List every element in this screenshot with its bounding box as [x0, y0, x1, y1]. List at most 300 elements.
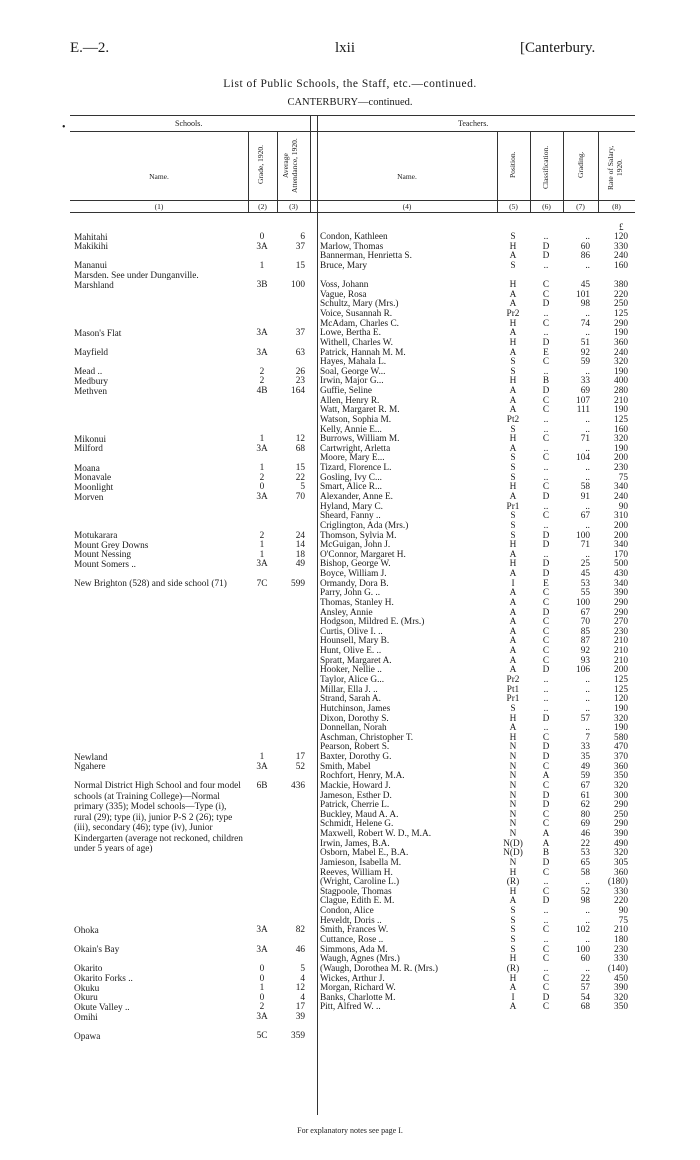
teacher-name: Voss, Johann — [320, 280, 369, 291]
teacher-position: N — [509, 790, 517, 801]
teacher-salary: 320 — [614, 434, 628, 445]
school-grade: 6B — [256, 780, 268, 791]
teacher-name: Taylor, Alice G... — [320, 674, 385, 685]
teacher-grading: 22 — [580, 838, 590, 849]
teacher-classification: D — [542, 540, 550, 551]
school-grade: 3A — [256, 761, 268, 772]
teacher-salary: 210 — [614, 925, 628, 936]
school-grade: 0 — [259, 992, 265, 1003]
teacher-grading: 74 — [580, 318, 590, 329]
teacher-grading: .. — [585, 443, 590, 454]
teacher-name: Hodgson, Mildred E. (Mrs.) — [320, 617, 425, 628]
school-name: Okarito Forks .. — [74, 974, 133, 984]
teacher-grading: 53 — [580, 848, 590, 859]
teacher-salary: 120 — [614, 232, 628, 242]
teacher-position: N — [509, 829, 517, 840]
school-attendance: 12 — [295, 434, 305, 445]
school-name: Mount Nessing — [74, 550, 132, 561]
teacher-grading: 46 — [580, 829, 590, 840]
school-grade: 2 — [259, 530, 265, 541]
teacher-salary: 125 — [614, 309, 628, 320]
teacher-grading: 58 — [580, 867, 590, 878]
teacher-grading: 60 — [580, 241, 590, 252]
teacher-classification: C — [542, 588, 550, 599]
school-attendance: 12 — [295, 983, 305, 994]
school-attendance: 5 — [300, 482, 305, 493]
teacher-name: Schultz, Mary (Mrs.) — [320, 299, 399, 310]
teacher-salary: 490 — [614, 838, 628, 849]
school-grade: 2 — [259, 1002, 265, 1013]
teacher-grading: 22 — [580, 973, 590, 984]
teacher-grading: 52 — [580, 886, 590, 897]
teacher-grading: 65 — [580, 857, 590, 868]
teacher-classification: C — [542, 626, 550, 637]
teacher-salary: 310 — [614, 511, 628, 522]
teacher-salary: 350 — [614, 771, 628, 782]
colnum-7: (7) — [576, 202, 585, 211]
teacher-position: H — [509, 732, 517, 743]
teacher-name: Strand, Sarah A. — [320, 694, 381, 705]
teacher-name: Heveldt, Doris .. — [320, 915, 382, 926]
school-name: Mikonui — [74, 434, 107, 445]
teacher-classification: D — [542, 241, 550, 252]
teacher-position: S — [510, 463, 516, 474]
teacher-position: S — [510, 906, 516, 917]
teacher-name: Stagpoole, Thomas — [320, 886, 392, 897]
school-attendance: 37 — [295, 328, 305, 339]
teacher-grading: 51 — [580, 337, 590, 348]
teacher-grading: 106 — [576, 665, 590, 676]
teacher-position: A — [509, 597, 517, 608]
teacher-grading: 93 — [580, 655, 590, 666]
teacher-grading: 25 — [580, 559, 590, 570]
colnum-3: (3) — [289, 202, 298, 211]
teacher-classification: D — [542, 251, 550, 262]
teacher-name: Parry, John G. .. — [320, 588, 381, 599]
teacher-position: H — [509, 540, 517, 551]
teacher-grading: 100 — [576, 597, 590, 608]
teacher-classification: C — [542, 867, 550, 878]
teacher-classification: C — [542, 944, 550, 955]
teacher-name: Hayes, Mahala L. — [320, 357, 387, 368]
teacher-position: N — [509, 857, 517, 868]
teacher-name: Condon, Alice — [320, 906, 374, 917]
teacher-classification: B — [542, 376, 550, 387]
teacher-salary: 240 — [614, 347, 628, 358]
teacher-salary: 330 — [614, 886, 628, 897]
teacher-position: A — [509, 646, 517, 657]
teacher-name: McAdam, Charles C. — [320, 318, 400, 329]
teacher-classification: C — [542, 925, 550, 936]
teacher-classification: D — [542, 790, 550, 801]
teacher-grading: .. — [585, 463, 590, 474]
school-attendance: 26 — [295, 366, 305, 377]
teacher-classification: A — [542, 771, 550, 782]
teacher-name: Maxwell, Robert W. D., M.A. — [320, 829, 432, 840]
school-attendance: 15 — [295, 463, 305, 474]
teacher-position: A — [509, 251, 517, 262]
teacher-position: S — [510, 530, 516, 541]
teacher-grading: 102 — [576, 925, 590, 936]
teacher-name: Soal, George W... — [320, 366, 386, 377]
teacher-grading: .. — [585, 520, 590, 531]
teacher-position: H — [509, 376, 517, 387]
teacher-position: A — [509, 1002, 517, 1013]
teacher-name: Hutchinson, James — [320, 703, 391, 714]
teacher-salary: 370 — [614, 752, 628, 763]
teacher-grading: 67 — [580, 780, 590, 791]
teacher-classification: C — [542, 405, 550, 416]
teacher-position: H — [509, 886, 517, 897]
teacher-grading: 67 — [580, 511, 590, 522]
teacher-name: Curtis, Olive I. .. — [320, 626, 383, 637]
school-name: Okute Valley .. — [74, 1002, 130, 1013]
teacher-position: Pr1 — [506, 501, 520, 512]
teacher-grading: 87 — [580, 636, 590, 647]
teacher-grading: 57 — [580, 983, 590, 994]
school-name: Okuku — [74, 983, 100, 994]
teacher-classification: C — [542, 732, 550, 743]
school-name: Methven — [74, 386, 108, 397]
school-grade: 1 — [259, 463, 265, 474]
teacher-position: Pt2 — [506, 414, 520, 425]
school-attendance: 100 — [291, 280, 305, 291]
school-name: Marshland — [74, 280, 114, 291]
teacher-salary: 230 — [614, 626, 628, 637]
teacher-grading: .. — [585, 674, 590, 685]
teacher-grading: 71 — [580, 540, 590, 551]
teacher-name: Rochfort, Henry, M.A. — [320, 771, 405, 782]
teacher-position: S — [510, 424, 516, 435]
school-grade: 3A — [256, 944, 268, 955]
school-name: Medbury — [74, 376, 109, 387]
teacher-grading: 62 — [580, 800, 590, 811]
teacher-name: Aschman, Christopher T. — [320, 732, 414, 743]
teacher-classification: C — [542, 482, 550, 493]
teacher-salary: 280 — [614, 386, 628, 397]
teacher-name: Mackie, Howard J. — [320, 780, 391, 791]
teacher-position: N — [509, 761, 517, 772]
teacher-position: I — [511, 992, 515, 1003]
teacher-classification: .. — [543, 549, 549, 560]
teacher-classification: C — [542, 780, 550, 791]
teacher-salary: 350 — [614, 1002, 628, 1013]
teacher-salary: 330 — [614, 241, 628, 252]
teacher-salary: 200 — [614, 530, 628, 541]
teacher-salary: 210 — [614, 395, 628, 406]
teacher-classification: C — [542, 1002, 550, 1013]
teacher-salary: 390 — [614, 983, 628, 994]
teacher-classification: .. — [543, 414, 549, 425]
school-attendance: 5 — [300, 963, 305, 974]
teacher-name: Buckley, Maud A. A. — [320, 809, 399, 820]
school-name: Milford — [74, 444, 103, 455]
teacher-position: A — [509, 983, 517, 994]
teacher-position: Pr2 — [506, 674, 520, 685]
teacher-classification: .. — [543, 674, 549, 685]
teacher-name: Criglington, Ada (Mrs.) — [320, 520, 409, 531]
colnum-6: (6) — [542, 202, 551, 211]
teacher-salary: 190 — [614, 366, 628, 377]
teacher-classification: D — [542, 800, 550, 811]
teacher-salary: 290 — [614, 607, 628, 618]
teacher-position: H — [509, 559, 517, 570]
teacher-classification: C — [542, 289, 550, 300]
teacher-classification: D — [542, 299, 550, 310]
teacher-position: N(D) — [503, 838, 523, 849]
school-name: Omihi — [74, 1012, 98, 1023]
school-attendance: 164 — [291, 386, 305, 397]
teacher-salary: 470 — [614, 742, 628, 753]
teacher-grading: 107 — [576, 395, 590, 406]
school-grade: 2 — [259, 366, 265, 377]
teacher-grading: 54 — [580, 992, 590, 1003]
teacher-grading: 60 — [580, 954, 590, 965]
teacher-classification: C — [542, 318, 550, 329]
school-grade: 5C — [256, 1031, 268, 1042]
teacher-classification: C — [542, 597, 550, 608]
teacher-name: Condon, Kathleen — [320, 232, 388, 242]
school-name: New Brighton (528) and side school (71) — [74, 579, 227, 590]
teacher-name: Gosling, Ivy C... — [320, 472, 382, 483]
teacher-classification: D — [542, 992, 550, 1003]
teacher-position: A — [509, 549, 517, 560]
teacher-classification: D — [542, 752, 550, 763]
teacher-salary: (180) — [607, 877, 628, 888]
teacher-salary: (140) — [607, 963, 628, 974]
school-attendance: 70 — [295, 492, 305, 502]
teacher-position: A — [509, 723, 517, 734]
teacher-position: S — [510, 703, 516, 714]
teacher-salary: 190 — [614, 443, 628, 454]
teacher-classification: D — [542, 607, 550, 618]
teacher-position: A — [509, 443, 517, 454]
teacher-classification: .. — [543, 309, 549, 320]
teacher-grading: 100 — [576, 530, 590, 541]
teacher-name: Baxter, Dorothy G. — [320, 752, 392, 763]
teacher-classification: B — [542, 848, 550, 859]
teacher-classification: .. — [543, 684, 549, 695]
page-title: List of Public Schools, the Staff, etc.—continued. — [223, 78, 477, 90]
teacher-classification: .. — [543, 443, 549, 454]
teacher-name: Pitt, Alfred W. .. — [320, 1002, 381, 1013]
teacher-name: Hunt, Olive E. .. — [320, 646, 382, 657]
school-attendance: 37 — [295, 241, 305, 252]
teacher-salary: 340 — [614, 540, 628, 551]
teacher-classification: .. — [543, 328, 549, 339]
teacher-salary: 320 — [614, 713, 628, 724]
teacher-classification: C — [542, 453, 550, 464]
teacher-position: N — [509, 800, 517, 811]
teacher-name: Osborn, Mabel E., B.A. — [320, 848, 409, 859]
teacher-salary: 290 — [614, 318, 628, 329]
teacher-salary: 90 — [618, 906, 628, 917]
teacher-name: Waugh, Agnes (Mrs.) — [320, 954, 400, 965]
school-grade: 7C — [256, 578, 268, 589]
teacher-position: N — [509, 752, 517, 763]
teacher-name: Donnellan, Norah — [320, 723, 387, 734]
teacher-position: A — [509, 289, 517, 300]
teacher-salary: 220 — [614, 289, 628, 300]
teacher-grading: 69 — [580, 819, 590, 830]
teacher-classification: D — [542, 530, 550, 541]
col-position: Position. — [508, 151, 517, 179]
teacher-salary: 250 — [614, 299, 628, 310]
teacher-position: H — [509, 867, 517, 878]
school-grade: 2 — [259, 376, 265, 387]
teacher-name: (Waugh, Dorothea M. R. (Mrs.) — [320, 963, 439, 974]
school-grade: 3A — [256, 925, 268, 936]
teacher-position: S — [510, 934, 516, 945]
teacher-position: N — [509, 809, 517, 820]
teacher-salary: 450 — [614, 973, 628, 984]
teacher-salary: 210 — [614, 646, 628, 657]
school-name: Moonlight — [74, 482, 114, 493]
teacher-classification: C — [542, 357, 550, 368]
teacher-classification: D — [542, 713, 550, 724]
teacher-classification: .. — [543, 501, 549, 512]
teacher-grading: 7 — [585, 732, 590, 743]
teacher-salary: 430 — [614, 569, 628, 580]
page-subtitle: CANTERBURY—continued. — [287, 97, 413, 108]
teacher-salary: 190 — [614, 405, 628, 416]
teacher-classification: A — [542, 838, 550, 849]
school-attendance: 14 — [295, 540, 305, 551]
teacher-position: H — [509, 318, 517, 329]
teacher-salary: 390 — [614, 588, 628, 599]
teacher-classification: .. — [543, 694, 549, 705]
teacher-classification: C — [542, 973, 550, 984]
teacher-salary: 270 — [614, 617, 628, 628]
teacher-name: Reeves, William H. — [320, 867, 393, 878]
school-attendance: 436 — [291, 780, 305, 791]
teacher-grading: .. — [585, 703, 590, 714]
teacher-name: Burrows, William M. — [320, 434, 400, 445]
teacher-classification: .. — [543, 703, 549, 714]
school-attendance: 68 — [295, 443, 305, 454]
teacher-position: (R) — [506, 963, 520, 974]
teacher-name: Hooker, Nellie .. — [320, 665, 382, 676]
teacher-salary: 290 — [614, 819, 628, 830]
teacher-position: S — [510, 260, 516, 271]
teacher-grading: 45 — [580, 569, 590, 580]
teacher-classification: C — [542, 983, 550, 994]
teacher-name: Alexander, Anne E. — [320, 492, 393, 502]
teacher-classification: D — [542, 492, 550, 502]
teacher-name: Bishop, George W. — [320, 559, 391, 570]
teacher-classification: C — [542, 819, 550, 830]
teacher-name: McGuigan, John J. — [320, 540, 391, 551]
teacher-position: S — [510, 511, 516, 522]
school-attendance: 17 — [295, 752, 305, 763]
col-grading: Grading. — [576, 151, 585, 179]
teacher-salary: 120 — [614, 694, 628, 705]
teacher-position: A — [509, 347, 517, 358]
teacher-position: H — [509, 713, 517, 724]
teacher-name: Patrick, Cherrie L. — [320, 800, 390, 811]
teacher-salary: 180 — [614, 934, 628, 945]
teacher-name: Patrick, Hannah M. M. — [320, 347, 406, 358]
teacher-grading: 71 — [580, 434, 590, 445]
teacher-position: A — [509, 665, 517, 676]
col-classification: Classification. — [541, 145, 550, 190]
school-attendance: 359 — [291, 1031, 305, 1042]
teacher-salary: 305 — [614, 857, 628, 868]
teacher-position: S — [510, 366, 516, 377]
colnum-8: (8) — [612, 202, 621, 211]
teacher-classification: C — [542, 886, 550, 897]
school-grade: 3A — [256, 328, 268, 339]
teacher-salary: 320 — [614, 357, 628, 368]
teacher-salary: 230 — [614, 463, 628, 474]
teacher-salary: 200 — [614, 665, 628, 676]
teacher-grading: 104 — [576, 453, 590, 464]
teacher-position: A — [509, 328, 517, 339]
teacher-name: Boyce, William J. — [320, 569, 387, 580]
teacher-position: A — [509, 607, 517, 618]
teacher-grading: 55 — [580, 588, 590, 599]
school-name: Ohoka — [74, 925, 99, 936]
teacher-position: A — [509, 386, 517, 397]
school-grade: 3A — [256, 492, 268, 502]
teacher-classification: D — [542, 386, 550, 397]
school-name: Mead .. — [74, 367, 103, 378]
school-name: Mount Grey Downs — [74, 540, 149, 551]
teacher-salary: 170 — [614, 549, 628, 560]
school-name: Newland — [74, 752, 108, 763]
teacher-grading: .. — [585, 366, 590, 377]
teacher-classification: D — [542, 896, 550, 907]
teacher-position: Pr1 — [506, 694, 520, 705]
teacher-salary: 210 — [614, 655, 628, 666]
teacher-position: A — [509, 626, 517, 637]
teacher-salary: 330 — [614, 954, 628, 965]
teacher-classification: C — [542, 636, 550, 647]
teacher-name: Schmidt, Helene G. — [320, 819, 394, 830]
teacher-classification: D — [542, 337, 550, 348]
teacher-classification: .. — [543, 723, 549, 734]
col-school-name: Name. — [149, 172, 169, 181]
school-attendance: 49 — [295, 559, 305, 570]
teacher-classification: C — [542, 617, 550, 628]
teachers-group-header: Teachers. — [458, 119, 489, 128]
teacher-classification: D — [542, 559, 550, 570]
teacher-position: S — [510, 944, 516, 955]
school-grade: 0 — [259, 232, 265, 242]
school-grade: 3A — [256, 443, 268, 454]
school-name: Morven — [74, 492, 104, 503]
school-name: Mananui — [74, 261, 108, 272]
teacher-classification: C — [542, 954, 550, 965]
teacher-name: Morgan, Richard W. — [320, 983, 396, 994]
school-attendance: 6 — [300, 232, 305, 242]
teacher-name: Jameson, Esther D. — [320, 790, 392, 801]
header-page-number: lxii — [335, 40, 356, 56]
teacher-position: S — [510, 453, 516, 464]
teacher-classification: .. — [543, 963, 549, 974]
teacher-salary: 240 — [614, 251, 628, 262]
teacher-position: H — [509, 973, 517, 984]
teacher-salary: 190 — [614, 328, 628, 339]
teacher-name: Thomas, Stanley H. — [320, 597, 394, 608]
teacher-grading: 49 — [580, 761, 590, 772]
teacher-position: Pt1 — [506, 684, 520, 695]
teacher-name: Cartwright, Arletta — [320, 443, 391, 454]
teacher-name: Bruce, Mary — [320, 260, 367, 271]
teacher-name: Dixon, Dorothy S. — [320, 713, 389, 724]
school-grade: 3A — [256, 347, 268, 358]
teacher-name: Withell, Charles W. — [320, 337, 393, 348]
